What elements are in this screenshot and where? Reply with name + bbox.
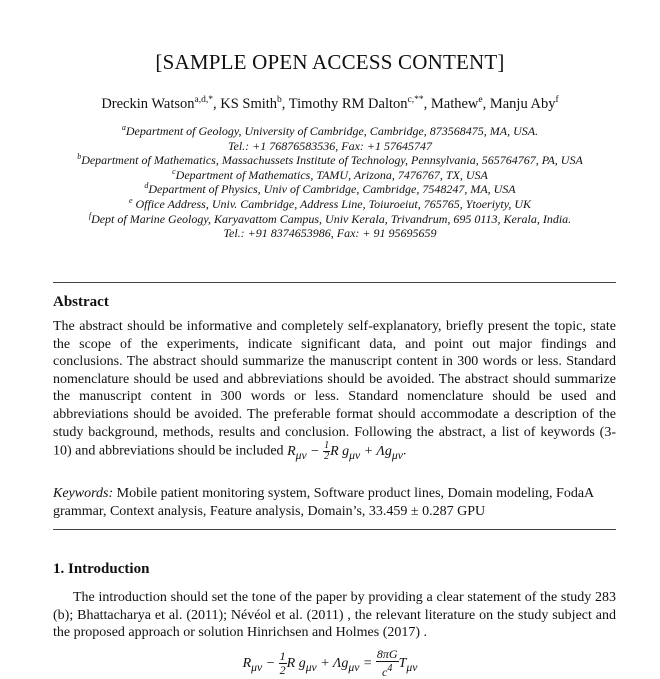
author-affiliation-marker: e bbox=[478, 95, 483, 106]
affiliation-contact: Tel.: +91 8374653986, Fax: + 91 95695659 bbox=[223, 226, 437, 241]
fraction: $\frac{1}{2}$ bbox=[324, 440, 330, 463]
affiliation-item bbox=[0, 153, 660, 168]
affiliation-list bbox=[0, 124, 660, 241]
affiliation-text: Department of Mathematics, Massachussets Institute of Technology, Pennsylvania, 565764767, PA, USA bbox=[81, 153, 583, 168]
introduction-text: The introduction should set the tone of the paper by providing a clear statement of the study 283 (b); Bhattacharya et al. (2011); Névéol et al. (2011) , the relevant literature on the study subject and the proposed approach or solution Hinrichsen and Holmes (2017) . bbox=[53, 590, 616, 641]
abstract-text: The abstract should be informative and completely self-explanatory, briefly present the topic, state the scope of the experiments, indicate significant data, and point out major findings and conclusions. The abstract should summarize the manuscript content in 300 words or less. Standard nomenclature should be used and abbreviations should be avoided. The abstract should summarize the manuscript content in 300 words or less. Standard nomenclature should be used and abbreviations should be avoided. The preferable format should accommodate a description of the study background, methods, results and conclusion. Following the abstract, a list of keywords (3-10) and abbreviations should be included $R_{\mu\nu}$ − $\frac{1}{2}$ R $g_{\mu\nu} + \Lambda g_{\mu\nu}$. bbox=[53, 319, 616, 463]
affiliation-marker: c bbox=[172, 166, 176, 176]
section-divider bbox=[53, 529, 616, 530]
affiliation-marker: f bbox=[88, 210, 92, 220]
author-affiliation-marker: b bbox=[277, 95, 282, 106]
affiliation-text: Office Address, Univ. Cambridge, Address Line, Toiuroeiut, 765765, Ytoeriyty, UK bbox=[135, 196, 532, 211]
affiliation-text: Department of Geology, University of Cambridge, Cambridge, 873568475, MA, USA. bbox=[125, 124, 539, 138]
author-affiliation-marker: f bbox=[555, 95, 559, 106]
paper-title: [SAMPLE OPEN ACCESS CONTENT] bbox=[155, 50, 505, 74]
affiliation-marker: e bbox=[128, 195, 133, 205]
author-list: Dreckin Watson$^{a,d,*}$, KS Smith$^b$, Timothy RM Dalton$^{c,**}$, Mathew$^e$, Manju Aby$^f$ bbox=[101, 95, 559, 112]
author-affiliation-marker: a,d,* bbox=[194, 95, 213, 106]
affiliation-item bbox=[0, 197, 660, 212]
abstract-heading: Abstract bbox=[53, 294, 109, 310]
display-equation: $R_{\mu\nu}$ − $\frac{1}{2}$ R $g_{\mu\nu} + \Lambda g_{\mu\nu}$ = $\frac{8\pi G}{c^4}$ $T_{\mu\nu}$ bbox=[242, 647, 418, 679]
section-divider bbox=[53, 282, 616, 283]
affiliation-contact: Tel.: +1 76876583536, Fax: +1 57645747 bbox=[227, 138, 433, 153]
author-affiliation-marker: c,** bbox=[407, 95, 424, 106]
keywords bbox=[53, 485, 616, 520]
author-name: KS Smith bbox=[220, 96, 278, 112]
affiliation-item bbox=[0, 124, 660, 139]
keywords-label: Keywords: bbox=[53, 486, 114, 501]
author-name: Timothy RM Dalton bbox=[288, 96, 408, 112]
author-name: Mathew bbox=[430, 96, 479, 112]
affiliation-text: Department of Physics, Univ of Cambridge, Cambridge, 7548247, MA, USA bbox=[148, 182, 516, 197]
affiliation-text: Dept of Marine Geology, Karyavattom Campus, Univ Kerala, Trivandrum, 695 0113, Kerala, India. bbox=[91, 211, 572, 226]
affiliation-marker: b bbox=[77, 152, 82, 162]
affiliation-item bbox=[0, 212, 660, 227]
abstract-equation: $R_{\mu\nu}$ − $\frac{1}{2}$ R $g_{\mu\nu} + \Lambda g_{\mu\nu}$ bbox=[287, 440, 403, 463]
affiliation-text: Department of Mathematics, TAMU, Arizona, 7476767, TX, USA bbox=[175, 167, 488, 182]
affiliation-item bbox=[0, 168, 660, 183]
affiliation-marker: a bbox=[121, 123, 126, 132]
keywords-text: Mobile patient monitoring system, Software product lines, Domain modeling, FodaA grammar, Context analysis, Feature analysis, Domain’s, 33.459 ± 0.287 GPU bbox=[53, 486, 594, 519]
author-name: Manju Aby bbox=[489, 96, 556, 112]
affiliation-item bbox=[0, 182, 660, 197]
introduction-heading: 1. Introduction bbox=[53, 561, 150, 577]
author-name: Dreckin Watson bbox=[101, 96, 195, 112]
abstract-paragraph: The abstract should be informative and completely self-explanatory, briefly present the topic, state the scope of the experiments, indicate significant data, and point out major findings and conclusions. The abstract should summarize the manuscript content in 300 words or less. Standard nomenclature should be used and abbreviations should be avoided. The abstract should summarize the manuscript content in 300 words or less. Standard nomenclature should be used and abbreviations should be avoided. The preferable format should accommodate a description of the study background, methods, results and conclusion. Following the abstract, a list of keywords (3-10) and abbreviations should be included bbox=[53, 319, 616, 459]
affiliation-marker: d bbox=[144, 181, 149, 191]
